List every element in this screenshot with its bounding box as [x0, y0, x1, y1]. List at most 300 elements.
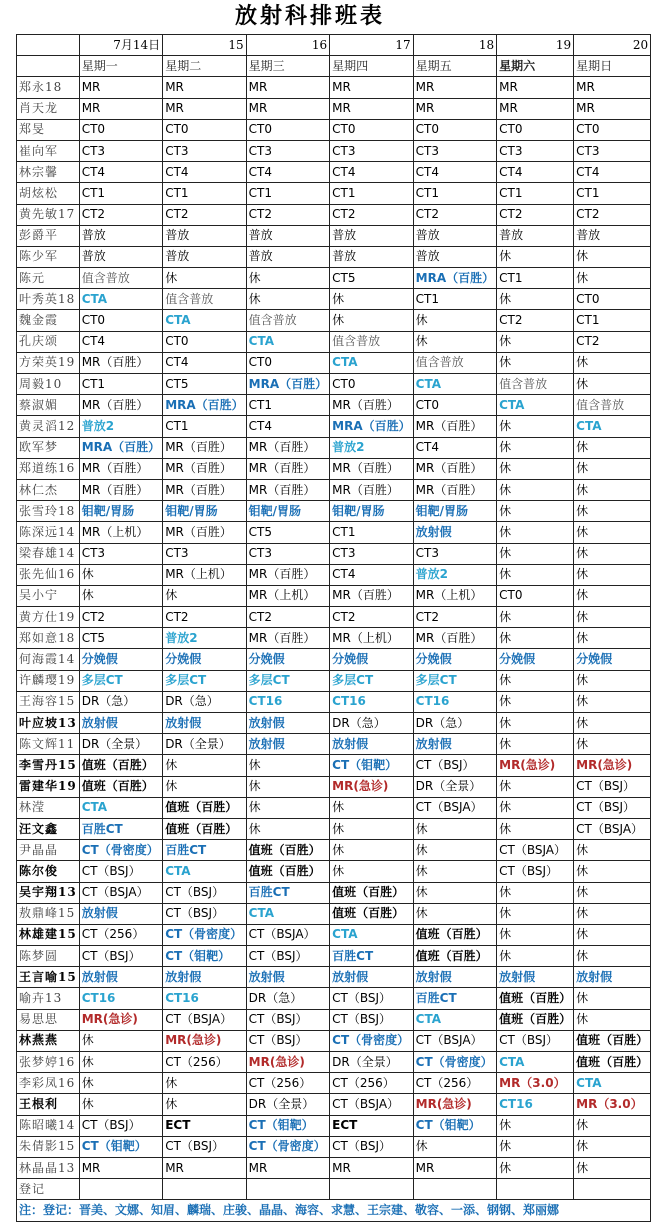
shift-cell: MR(急诊): [330, 776, 413, 797]
shift-cell: [574, 1179, 651, 1200]
shift-cell: CTA: [574, 1073, 651, 1094]
shift-cell: CT4: [413, 162, 496, 183]
shift-cell: MR(急诊): [163, 1030, 246, 1051]
shift-cell: CT3: [246, 140, 329, 161]
table-row: [17, 225, 651, 246]
shift-cell: CT（BSJA）: [413, 797, 496, 818]
staff-name: 彭爵平: [17, 225, 80, 246]
shift-cell: CT0: [330, 374, 413, 395]
shift-cell: [163, 1179, 246, 1200]
shift-cell: CT3: [330, 140, 413, 161]
shift-cell: 休: [246, 818, 329, 839]
shift-cell: 多层CT: [79, 670, 162, 691]
shift-cell: CT（骨密度）: [163, 924, 246, 945]
shift-cell: MR（百胜）: [246, 437, 329, 458]
shift-cell: MR（上机）: [413, 585, 496, 606]
shift-cell: CT4: [79, 162, 162, 183]
shift-cell: 放射假: [246, 967, 329, 988]
shift-cell: MR（百胜）: [79, 352, 162, 373]
date-header: 15: [163, 35, 246, 56]
shift-cell: 休: [497, 691, 574, 712]
staff-name: 林宗馨: [17, 162, 80, 183]
shift-cell: 休: [413, 1136, 496, 1157]
table-row: [17, 967, 651, 988]
shift-cell: MR: [246, 1157, 329, 1178]
staff-name: 王言喻15: [17, 967, 80, 988]
shift-cell: MR: [163, 77, 246, 98]
shift-cell: 休: [574, 988, 651, 1009]
staff-name: 吴宇翔13: [17, 882, 80, 903]
shift-cell: 放射假: [413, 734, 496, 755]
table-row: [17, 289, 651, 310]
corner-cell: [17, 56, 80, 77]
shift-cell: 休: [246, 755, 329, 776]
weekday-row: [17, 56, 651, 77]
shift-cell: CT16: [246, 691, 329, 712]
shift-cell: CTA: [79, 797, 162, 818]
shift-cell: CT2: [163, 204, 246, 225]
table-row: [17, 1136, 651, 1157]
shift-cell: MR（上机）: [330, 628, 413, 649]
shift-cell: 休: [497, 564, 574, 585]
shift-cell: 放射假: [79, 967, 162, 988]
shift-cell: CT（BSJ）: [330, 1136, 413, 1157]
shift-cell: 休: [574, 268, 651, 289]
shift-cell: 普放: [79, 246, 162, 267]
staff-name: 何海霞14: [17, 649, 80, 670]
staff-name: 张雪玲18: [17, 501, 80, 522]
shift-cell: CT（BSJ）: [330, 1009, 413, 1030]
shift-cell: CT（BSJ）: [497, 861, 574, 882]
shift-cell: MR（上机）: [79, 522, 162, 543]
shift-cell: 休: [413, 310, 496, 331]
shift-cell: MR（百胜）: [79, 395, 162, 416]
shift-cell: 休: [163, 268, 246, 289]
shift-cell: 休: [497, 924, 574, 945]
shift-cell: 休: [330, 840, 413, 861]
shift-cell: 放射假: [79, 713, 162, 734]
shift-cell: MR: [497, 77, 574, 98]
shift-cell: MR: [497, 98, 574, 119]
shift-cell: 休: [79, 1073, 162, 1094]
shift-cell: DR（全景）: [246, 1094, 329, 1115]
shift-cell: 休: [413, 840, 496, 861]
staff-name: 喻卉13: [17, 988, 80, 1009]
shift-cell: CT（BSJA）: [413, 1030, 496, 1051]
shift-cell: CT（BSJ）: [413, 755, 496, 776]
shift-cell: CT16: [163, 988, 246, 1009]
shift-cell: 休: [497, 331, 574, 352]
shift-cell: CT4: [163, 352, 246, 373]
shift-cell: 钼靶/胃肠: [79, 501, 162, 522]
shift-cell: 多层CT: [163, 670, 246, 691]
table-row: [17, 713, 651, 734]
shift-cell: 休: [574, 1157, 651, 1178]
shift-cell: CT0: [497, 585, 574, 606]
shift-cell: 休: [497, 1157, 574, 1178]
shift-cell: CT0: [163, 119, 246, 140]
shift-cell: 分娩假: [497, 649, 574, 670]
shift-cell: DR（急）: [163, 691, 246, 712]
shift-cell: CT（BSJ）: [79, 946, 162, 967]
shift-cell: 休: [574, 861, 651, 882]
shift-cell: 休: [497, 437, 574, 458]
shift-cell: 休: [413, 818, 496, 839]
weekday-header: 星期五: [413, 56, 496, 77]
shift-cell: CT（BSJ）: [574, 776, 651, 797]
shift-cell: CT0: [163, 331, 246, 352]
table-row: [17, 1094, 651, 1115]
shift-cell: 休: [497, 607, 574, 628]
staff-name: 郑如意18: [17, 628, 80, 649]
shift-cell: CT（256）: [330, 1073, 413, 1094]
shift-cell: 放射假: [163, 967, 246, 988]
shift-cell: DR（急）: [330, 713, 413, 734]
shift-cell: 休: [330, 310, 413, 331]
shift-cell: CT1: [79, 183, 162, 204]
shift-cell: MR: [413, 77, 496, 98]
shift-cell: CT5: [163, 374, 246, 395]
shift-cell: [79, 1179, 162, 1200]
shift-cell: 休: [413, 331, 496, 352]
shift-cell: 休: [574, 903, 651, 924]
shift-cell: 分娩假: [79, 649, 162, 670]
shift-cell: CT1: [163, 183, 246, 204]
shift-cell: CT2: [330, 607, 413, 628]
shift-cell: CT16: [413, 691, 496, 712]
shift-cell: 休: [497, 818, 574, 839]
staff-name: 叶应坡13: [17, 713, 80, 734]
shift-cell: DR（急）: [246, 988, 329, 1009]
shift-cell: 休: [497, 1136, 574, 1157]
shift-cell: 放射假: [246, 734, 329, 755]
shift-cell: 放射假: [413, 522, 496, 543]
shift-cell: 休: [574, 458, 651, 479]
shift-cell: CT4: [163, 162, 246, 183]
shift-cell: 休: [79, 585, 162, 606]
shift-cell: CT（BSJ）: [246, 1009, 329, 1030]
shift-cell: CT（钼靶）: [246, 1115, 329, 1136]
table-row: [17, 501, 651, 522]
shift-cell: DR（全景）: [79, 734, 162, 755]
shift-cell: MR（百胜）: [413, 458, 496, 479]
shift-cell: 休: [574, 924, 651, 945]
shift-cell: CT2: [79, 204, 162, 225]
shift-cell: CT0: [330, 119, 413, 140]
shift-cell: MR（百胜）: [163, 479, 246, 500]
shift-cell: [246, 1179, 329, 1200]
shift-cell: 普放: [330, 225, 413, 246]
table-row: [17, 818, 651, 839]
shift-cell: MR(急诊): [79, 1009, 162, 1030]
shift-cell: MR: [79, 98, 162, 119]
table-row: [17, 670, 651, 691]
shift-cell: CT0: [497, 119, 574, 140]
shift-cell: 休: [497, 289, 574, 310]
shift-cell: MR（百胜）: [163, 522, 246, 543]
shift-cell: MR(急诊): [574, 755, 651, 776]
footer-row: [17, 1200, 651, 1221]
shift-cell: CT（钼靶）: [413, 1115, 496, 1136]
shift-cell: CT3: [413, 543, 496, 564]
shift-cell: 休: [497, 903, 574, 924]
table-row: [17, 1052, 651, 1073]
table-row: [17, 246, 651, 267]
shift-cell: CT1: [413, 289, 496, 310]
shift-cell: 普放2: [330, 437, 413, 458]
shift-cell: 休: [163, 1094, 246, 1115]
staff-name: 陈尔俊: [17, 861, 80, 882]
staff-name: 欧军梦: [17, 437, 80, 458]
shift-cell: 休: [246, 776, 329, 797]
shift-cell: CT1: [246, 395, 329, 416]
shift-cell: 休: [497, 713, 574, 734]
shift-cell: MR（百胜）: [413, 479, 496, 500]
shift-cell: 休: [497, 246, 574, 267]
shift-cell: CT（BSJ）: [163, 903, 246, 924]
shift-cell: 普放: [413, 225, 496, 246]
table-row: [17, 734, 651, 755]
shift-cell: 放射假: [79, 903, 162, 924]
shift-cell: MR（百胜）: [413, 628, 496, 649]
shift-cell: 休: [574, 352, 651, 373]
shift-cell: MRA（百胜）: [163, 395, 246, 416]
staff-name: 周毅10: [17, 374, 80, 395]
shift-cell: CT3: [413, 140, 496, 161]
table-row: [17, 77, 651, 98]
shift-cell: CT（BSJA）: [79, 882, 162, 903]
shift-cell: MR（百胜）: [163, 458, 246, 479]
shift-cell: 多层CT: [413, 670, 496, 691]
shift-cell: CT1: [246, 183, 329, 204]
table-row: [17, 395, 651, 416]
shift-cell: DR（急）: [79, 691, 162, 712]
staff-name: 陈少军: [17, 246, 80, 267]
staff-name: 郑道练16: [17, 458, 80, 479]
staff-name: 李雪丹15: [17, 755, 80, 776]
shift-cell: CT2: [246, 204, 329, 225]
shift-cell: 休: [246, 797, 329, 818]
shift-cell: 钼靶/胃肠: [246, 501, 329, 522]
shift-cell: MR: [163, 1157, 246, 1178]
staff-name: 汪文鑫: [17, 818, 80, 839]
staff-name: 魏金霞: [17, 310, 80, 331]
shift-cell: 休: [330, 289, 413, 310]
shift-cell: 钼靶/胃肠: [163, 501, 246, 522]
shift-cell: ECT: [163, 1115, 246, 1136]
shift-cell: 放射假: [413, 967, 496, 988]
table-row: [17, 310, 651, 331]
table-row: [17, 946, 651, 967]
shift-cell: CTA: [330, 352, 413, 373]
shift-cell: 值班（百胜）: [413, 946, 496, 967]
table-row: [17, 691, 651, 712]
shift-cell: 休: [246, 268, 329, 289]
shift-cell: [497, 1179, 574, 1200]
shift-cell: 普放2: [163, 628, 246, 649]
shift-cell: CT（BSJ）: [79, 1115, 162, 1136]
shift-cell: CT2: [413, 204, 496, 225]
shift-cell: 休: [574, 1009, 651, 1030]
shift-cell: MR（百胜）: [79, 458, 162, 479]
shift-cell: MRA（百胜）: [79, 437, 162, 458]
shift-cell: 休: [413, 882, 496, 903]
shift-cell: MR(急诊): [246, 1052, 329, 1073]
shift-cell: CT5: [79, 628, 162, 649]
table-row: [17, 119, 651, 140]
shift-cell: CT3: [497, 140, 574, 161]
shift-cell: 值班（百胜）: [246, 861, 329, 882]
shift-cell: CT3: [163, 140, 246, 161]
shift-cell: 放射假: [330, 967, 413, 988]
table-row: [17, 479, 651, 500]
shift-cell: CT16: [330, 691, 413, 712]
shift-cell: 分娩假: [246, 649, 329, 670]
shift-cell: 分娩假: [413, 649, 496, 670]
table-row: [17, 374, 651, 395]
table-row: [17, 352, 651, 373]
shift-cell: MR（百胜）: [413, 416, 496, 437]
shift-cell: CT0: [413, 119, 496, 140]
shift-cell: CT16: [79, 988, 162, 1009]
shift-cell: 放射假: [497, 967, 574, 988]
shift-cell: MR: [330, 77, 413, 98]
shift-cell: CT4: [246, 162, 329, 183]
shift-cell: MR（3.0）: [497, 1073, 574, 1094]
staff-name: 林滢: [17, 797, 80, 818]
staff-name: 吴小宁: [17, 585, 80, 606]
shift-cell: CT3: [330, 543, 413, 564]
staff-name: 黄先敏17: [17, 204, 80, 225]
shift-cell: 普放: [330, 246, 413, 267]
shift-cell: 休: [413, 903, 496, 924]
table-row: [17, 1009, 651, 1030]
shift-cell: CT2: [497, 204, 574, 225]
shift-cell: CT（BSJA）: [497, 840, 574, 861]
shift-cell: CT4: [497, 162, 574, 183]
table-row: [17, 903, 651, 924]
shift-cell: 休: [574, 840, 651, 861]
shift-cell: CT3: [574, 140, 651, 161]
shift-cell: 值班（百胜）: [574, 1052, 651, 1073]
staff-name: 郑旻: [17, 119, 80, 140]
shift-cell: 休: [574, 479, 651, 500]
table-row: [17, 861, 651, 882]
shift-cell: 休: [497, 1115, 574, 1136]
staff-name: 尹晶晶: [17, 840, 80, 861]
shift-cell: 休: [413, 861, 496, 882]
shift-cell: CT3: [163, 543, 246, 564]
shift-cell: CT（BSJ）: [163, 882, 246, 903]
staff-name: 敖鼎峰15: [17, 903, 80, 924]
shift-cell: CT2: [574, 331, 651, 352]
weekday-header: 星期六: [497, 56, 574, 77]
shift-cell: CTA: [163, 310, 246, 331]
staff-name: 肖天龙: [17, 98, 80, 119]
shift-cell: [413, 1179, 496, 1200]
shift-cell: 休: [497, 479, 574, 500]
shift-cell: 普放: [163, 246, 246, 267]
staff-name: 陈元: [17, 268, 80, 289]
shift-cell: 百胜CT: [246, 882, 329, 903]
shift-cell: CT4: [246, 416, 329, 437]
shift-cell: CTA: [413, 374, 496, 395]
staff-name: 朱倩影15: [17, 1136, 80, 1157]
table-row: [17, 755, 651, 776]
shift-cell: CT（BSJA）: [246, 924, 329, 945]
shift-cell: 值含普放: [79, 268, 162, 289]
shift-cell: MR（百胜）: [163, 437, 246, 458]
shift-cell: CT（钼靶）: [163, 946, 246, 967]
shift-cell: CTA: [574, 416, 651, 437]
shift-cell: 休: [497, 946, 574, 967]
shift-cell: 休: [574, 564, 651, 585]
shift-cell: 普放: [497, 225, 574, 246]
shift-cell: CTA: [163, 861, 246, 882]
shift-cell: MR（百胜）: [330, 585, 413, 606]
table-row: [17, 183, 651, 204]
shift-cell: CT（BSJA）: [330, 1094, 413, 1115]
shift-cell: DR（全景）: [163, 734, 246, 755]
shift-cell: 值班（百胜）: [163, 797, 246, 818]
staff-name: 叶秀英18: [17, 289, 80, 310]
shift-cell: 休: [79, 564, 162, 585]
shift-cell: 百胜CT: [163, 840, 246, 861]
table-row: [17, 1179, 651, 1200]
shift-cell: DR（急）: [413, 713, 496, 734]
staff-name: 王根利: [17, 1094, 80, 1115]
shift-cell: 休: [574, 670, 651, 691]
shift-cell: 休: [497, 628, 574, 649]
shift-cell: 值班（百胜）: [79, 776, 162, 797]
shift-cell: 放射假: [574, 967, 651, 988]
shift-cell: 休: [497, 734, 574, 755]
shift-cell: MR(急诊): [497, 755, 574, 776]
shift-cell: 值含普放: [163, 289, 246, 310]
weekday-header: 星期日: [574, 56, 651, 77]
shift-cell: 休: [574, 437, 651, 458]
shift-cell: 休: [497, 543, 574, 564]
shift-cell: CT（BSJ）: [497, 1030, 574, 1051]
shift-cell: MR: [79, 77, 162, 98]
shift-cell: [330, 1179, 413, 1200]
shift-cell: 休: [574, 585, 651, 606]
shift-cell: 普放2: [413, 564, 496, 585]
shift-cell: MR（百胜）: [330, 458, 413, 479]
table-row: [17, 204, 651, 225]
shift-cell: 放射假: [330, 734, 413, 755]
shift-cell: 普放: [163, 225, 246, 246]
staff-name: 林雄建15: [17, 924, 80, 945]
shift-cell: CT0: [413, 395, 496, 416]
shift-cell: CT4: [330, 564, 413, 585]
shift-cell: CT0: [246, 119, 329, 140]
shift-cell: 休: [574, 734, 651, 755]
shift-cell: 休: [163, 585, 246, 606]
shift-cell: MR: [574, 98, 651, 119]
shift-cell: 休: [163, 755, 246, 776]
shift-cell: 值班（百胜）: [497, 1009, 574, 1030]
page-title: 放射科排班表: [234, 3, 385, 29]
date-header: 17: [330, 35, 413, 56]
shift-cell: 休: [163, 1073, 246, 1094]
weekday-header: 星期二: [163, 56, 246, 77]
date-header: 19: [497, 35, 574, 56]
shift-cell: 普放: [574, 225, 651, 246]
shift-cell: 休: [497, 352, 574, 373]
shift-cell: CT2: [574, 204, 651, 225]
staff-name: 郑永18: [17, 77, 80, 98]
